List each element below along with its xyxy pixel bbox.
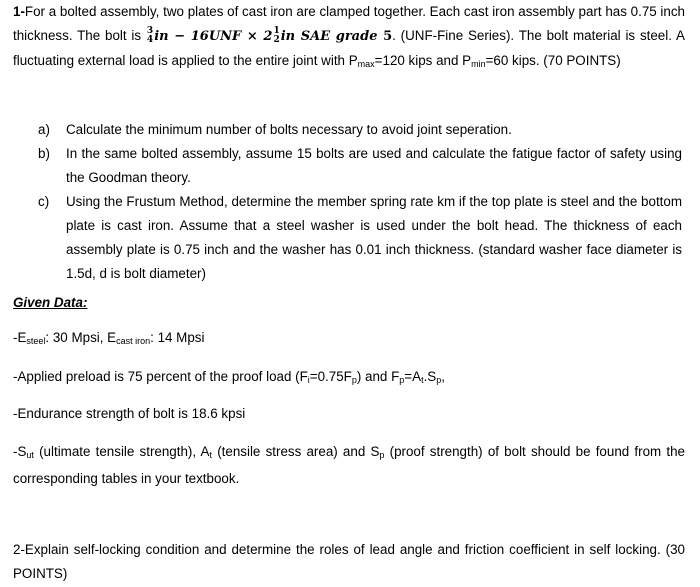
given-tables-line (13, 440, 685, 491)
fraction-three-quarters (147, 27, 153, 45)
question-1-text-c: =120 kips and P (374, 53, 472, 68)
given-modulus-line (13, 326, 685, 353)
given-line-4-text-d: (proof strength) of bolt should be found from the corresponding tables in your textbook. (13, 444, 686, 486)
question-1-text-b: . (UNF-Fine Series). The bolt material is steel. A fluctuating external load is applied to the entire joint with P (13, 28, 685, 68)
fraction-numerator: 3 (146, 26, 154, 37)
given-line-2-text-f: , (441, 369, 445, 384)
sp-subscript-2: p (379, 450, 385, 460)
fraction-numerator: 1 (273, 26, 280, 37)
part-a-text: Calculate the minimum number of bolts necessary to avoid joint seperation. (66, 122, 512, 137)
bolt-spec-math-1: in − 16UNF × 2 (154, 29, 273, 44)
given-line-2-text-d: =A (404, 369, 422, 384)
given-line-4-text-a: -S (13, 444, 27, 459)
part-c-marker: c) (38, 194, 50, 209)
given-line-2-text-e: .S (423, 369, 437, 384)
pmin-subscript: min (471, 59, 486, 69)
list-item-part-a (38, 118, 682, 142)
part-c-text: Using the Frustum Method, determine the member spring rate km if the top plate is steel and the bottom plate is cast iron. Assume that a steel washer is used under the bolt head. The thickness of each assembly plate is 0.75 inch and the washer has 0.01 inch thickness. (standard washer face diameter is 1.5d, d is bolt diameter) (66, 194, 682, 281)
given-line-4-text-c: (tensile stress area) and S (212, 444, 380, 459)
fp-subscript-2: p (399, 375, 405, 385)
given-line-1-text-c: : 14 Mpsi (150, 330, 205, 345)
given-line-2-text-c: ) and F (356, 369, 400, 384)
given-line-1-text-a: -E (13, 330, 27, 345)
list-item-part-c (38, 190, 682, 286)
sp-subscript: p (436, 375, 442, 385)
at-subscript-2: t (209, 450, 213, 460)
given-preload-line (13, 365, 685, 392)
question-1 (13, 0, 685, 76)
cast-iron-subscript: cast iron (116, 336, 151, 346)
bolt-spec-math-2: in SAE grade (280, 29, 378, 44)
part-a-marker: a) (38, 122, 50, 137)
at-subscript: t (421, 375, 424, 385)
fi-subscript: i (307, 375, 310, 385)
bolt-grade-number: 5 (377, 29, 393, 44)
fraction-denominator: 4 (146, 35, 154, 46)
part-b-text: In the same bolted assembly, assume 15 bolts are used and calculate the fatigue factor of safety using the Goodman theory. (66, 146, 682, 185)
question-1-text-d: =60 kips. (70 POINTS) (485, 53, 621, 68)
given-data-heading: Given Data: (13, 295, 88, 310)
fp-subscript: p (351, 375, 357, 385)
question-1-number: 1- (13, 4, 25, 19)
given-line-2-text-b: =0.75F (309, 369, 352, 384)
fraction-denominator: 2 (273, 35, 280, 46)
fraction-one-half (273, 27, 279, 45)
given-endurance-line: -Endurance strength of bolt is 18.6 kpsi (13, 406, 246, 421)
question-2: 2-Explain self-locking condition and determine the roles of lead angle and friction coefficient in self locking. (30 POINTS) (13, 542, 685, 581)
part-b-marker: b) (38, 146, 50, 161)
question-1-parts-list (38, 118, 682, 286)
sut-subscript: ut (26, 450, 34, 460)
question-1-text-a: For a bolted assembly, two plates of cast iron are clamped together. Each cast iron assembly part has 0.75 inch thickness. The bolt is (13, 4, 685, 43)
list-item-part-b (38, 142, 682, 190)
steel-subscript: steel (26, 336, 46, 346)
given-line-4-text-b: (ultimate tensile strength), A (33, 444, 210, 459)
pmax-subscript: max (357, 59, 375, 69)
given-line-2-text-a: -Applied preload is 75 percent of the proof load (F (13, 369, 308, 384)
given-line-1-text-b: : 30 Mpsi, E (45, 330, 117, 345)
